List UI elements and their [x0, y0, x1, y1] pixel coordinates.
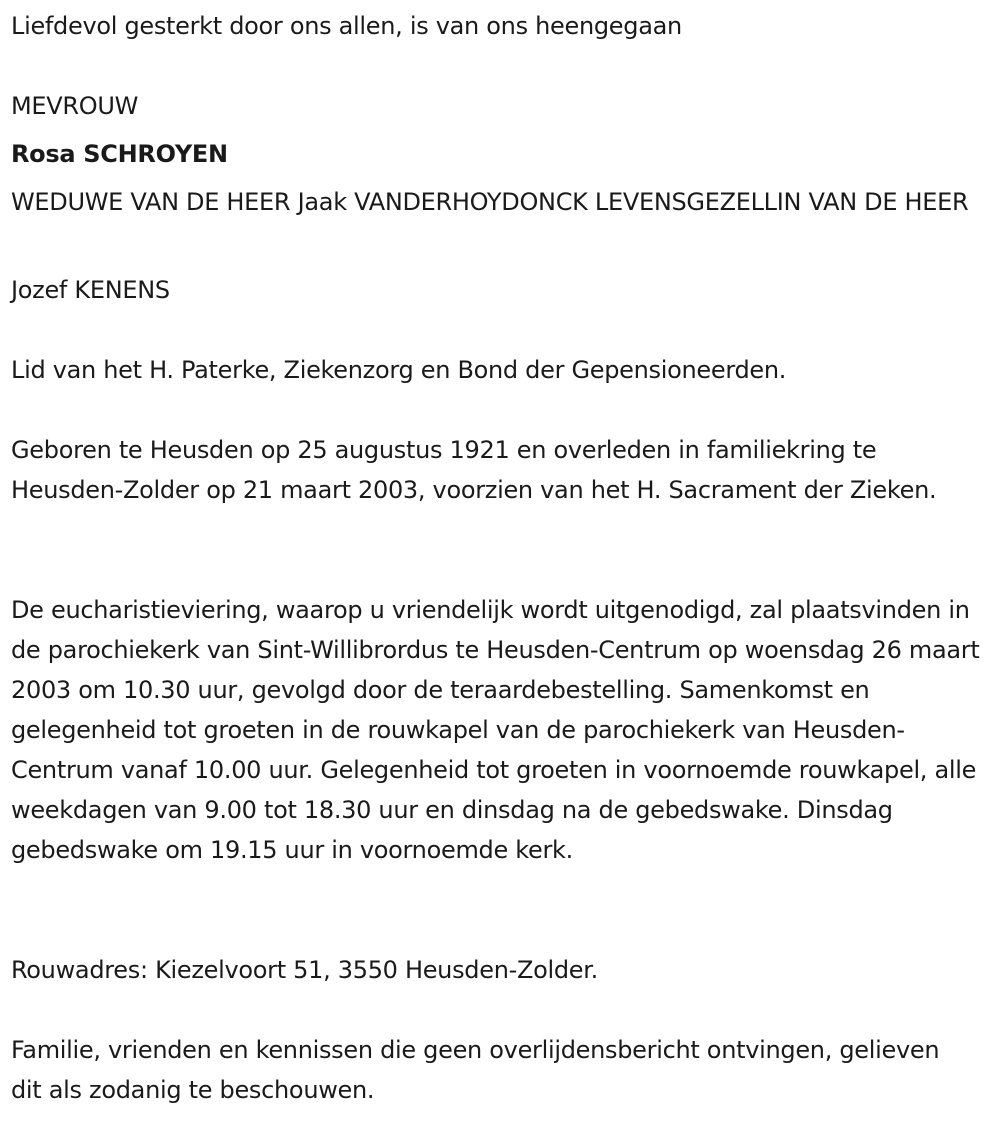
- birth-death-paragraph: Geboren te Heusden op 25 augustus 1921 en overleden in familiekring te Heusden-Zolder op 21 maart 2003, voorzien van het H. Sacrament der Zieken.: [11, 436, 937, 504]
- partner-name: Jozef KENENS: [11, 276, 170, 304]
- ceremony-paragraph: De eucharistieviering, waarop u vriendelijk wordt uitgenodigd, zal plaatsvinden in de parochiekerk van Sint-Willibrordus te Heusden-Centrum op woensdag 26 maart 2003 om 10.30 uur, gevolgd door de teraardebestelling. Samenkomst en gelegenheid tot groeten in de rouwkapel van de parochiekerk van Heusden-Centrum vanaf 10.00 uur. Gelegenheid tot groeten in voornoemde rouwkapel, alle weekdagen van 9.00 tot 18.30 uur en dinsdag na de gebedswake. Dinsdag gebedswake om 19.15 uur in voornoemde kerk.: [11, 596, 980, 864]
- membership-text: Lid van het H. Paterke, Ziekenzorg en Bond der Gepensioneerden.: [11, 356, 787, 384]
- deceased-name: Rosa SCHROYEN: [11, 140, 228, 168]
- family-note: Familie, vrienden en kennissen die geen overlijdensbericht ontvingen, gelieven dit als zodanig te beschouwen.: [11, 1036, 940, 1104]
- honorific-title: MEVROUW: [11, 92, 139, 120]
- mourning-address: Rouwadres: Kiezelvoort 51, 3550 Heusden-Zolder.: [11, 956, 598, 984]
- intro-text: Liefdevol gesterkt door ons allen, is van ons heengegaan: [11, 12, 682, 40]
- spouse-text: WEDUWE VAN DE HEER Jaak VANDERHOYDONCK LEVENSGEZELLIN VAN DE HEER: [11, 188, 969, 216]
